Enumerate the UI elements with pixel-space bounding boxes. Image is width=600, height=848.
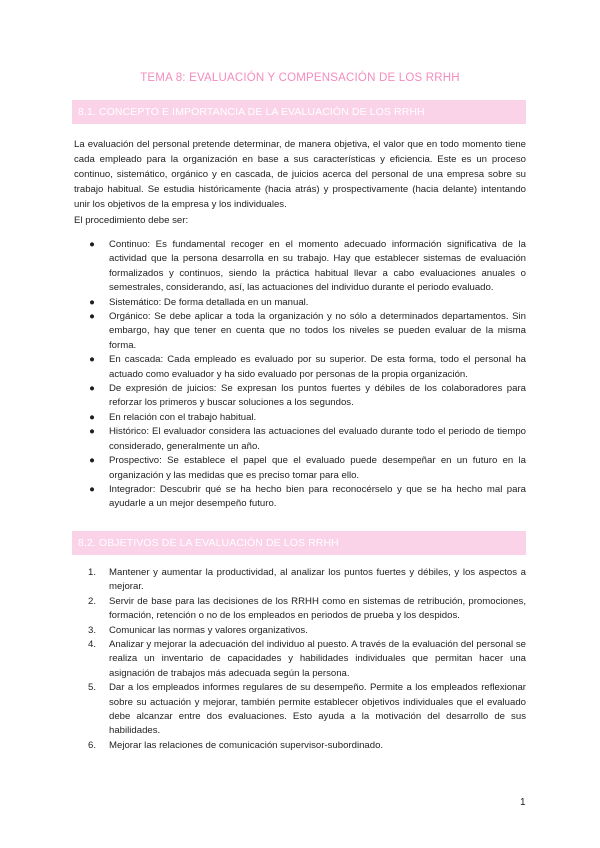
list-item: ● En cascada: Cada empleado es evaluado por su superior. De esta forma, todo el personal ha actuado como evaluador y ha sido evaluado por personas de la propia organización.	[89, 354, 526, 380]
bullet-icon: ●	[89, 296, 95, 308]
list-item: ● Orgánico: Se debe aplicar a toda la organización y no sólo a determinados departamentos. Sin embargo, hay que tener en cuenta que no todos los niveles se pueden evaluar de la misma forma.	[89, 311, 526, 351]
list-item: ● Continuo: Es fundamental recoger en el momento adecuado información significativa de la actividad que la persona desarrolla en su trabajo. Hay que establecer sistemas de evaluación formalizados y continuos, siendo la práctica habitual llevar a cabo evaluaciones anuales o semestrales, considerando, así, las actuaciones del individuo durante el periodo evaluado.	[89, 239, 526, 294]
list-item: ● En relación con el trabajo habitual.	[74, 411, 526, 425]
bullet-icon: ●	[89, 455, 95, 467]
bullet-icon: ●	[89, 483, 95, 495]
bullet-icon: ●	[89, 411, 95, 423]
item-number: 3.	[88, 624, 97, 636]
objectives-list	[74, 566, 526, 753]
item-number: 1.	[88, 567, 97, 578]
bullet-icon: ●	[89, 239, 95, 250]
list-item: ● De expresión de juicios: Se expresan los puntos fuertes y débiles de los colaboradores para reforzar los primeros y buscar soluciones a los segundos.	[89, 383, 526, 409]
page-number: 1	[520, 797, 526, 808]
procedure-list	[74, 238, 526, 512]
item-number: 4.	[88, 639, 97, 651]
bullet-icon: ●	[89, 311, 95, 323]
list-item: 2. Servir de base para las decisiones de los RRHH como en sistemas de retribución, promociones, formación, retención o no de los empleados en periodos de prueba y los despidos.	[88, 595, 526, 622]
list-item: 1. Mantener y aumentar la productividad, al analizar los puntos fuertes y débiles, y los aspectos a mejorar.	[88, 567, 526, 593]
list-item: ● Prospectivo: Se establece el papel que el evaluado puede desempeñar en un futuro en la organización y las medidas que es preciso tomar para ello.	[89, 455, 526, 481]
bullet-icon: ●	[89, 383, 95, 395]
document-title: TEMA 8: EVALUACIÓN Y COMPENSACIÓN DE LOS RRHH	[140, 72, 460, 84]
section-1-heading: 8.1. CONCEPTO E IMPORTANCIA DE LA EVALUACIÓN DE LOS RRHH	[72, 100, 526, 124]
bullet-icon: ●	[89, 426, 95, 438]
list-item: 4. Analizar y mejorar la adecuación del individuo al puesto. A través de la evaluación del personal se realiza un inventario de capacidades y habilidades individuales que permitan hacer una asignación de trabajos más adecuada según la persona.	[88, 639, 526, 679]
section-2-heading: 8.2. OBJETIVOS DE LA EVALUACIÓN DE LOS RRHH	[72, 531, 526, 555]
item-number: 6.	[88, 739, 97, 751]
item-number: 5.	[88, 682, 97, 694]
list-item: 3. Comunicar las normas y valores organizativos.	[74, 624, 526, 638]
list-item: ● Sistemático: De forma detallada en un manual.	[74, 296, 526, 310]
list-item: 6. Mejorar las relaciones de comunicación supervisor-subordinado.	[74, 739, 526, 753]
section-1-intro: La evaluación del personal pretende determinar, de manera objetiva, el valor que en todo momento tiene cada empleado para la organización en base a sus características y eficiencia. Este es un proceso continuo, sistemático, orgánico y en cascada, de juicios acerca del personal de una empresa sobre su trabajo habitual. Se estudia históricamente (hacia atrás) y prospectivamente (hacia delante) intentando unir los objetivos de la empresa y los individuales.	[74, 139, 526, 210]
bullet-icon: ●	[89, 354, 95, 366]
procedure-lead: El procedimiento debe ser:	[74, 215, 189, 226]
item-number: 2.	[88, 595, 97, 607]
list-item: ● Histórico: El evaluador considera las actuaciones del evaluado durante todo el periodo de tiempo considerado, generalmente un año.	[89, 426, 526, 452]
list-item: ● Integrador: Descubrir qué se ha hecho bien para reconocérselo y que se ha hecho mal para ayudarle a un mejor desempeño futuro.	[89, 483, 526, 510]
list-item: 5. Dar a los empleados informes regulares de su desempeño. Permite a los empleados reflexionar sobre su actuación y mejorar, también permite establecer objetivos individuales que el evaluado debe alcanzar entre dos evaluaciones. Esto ayuda a la motivación del desarrollo de sus habilidades.	[88, 682, 526, 737]
